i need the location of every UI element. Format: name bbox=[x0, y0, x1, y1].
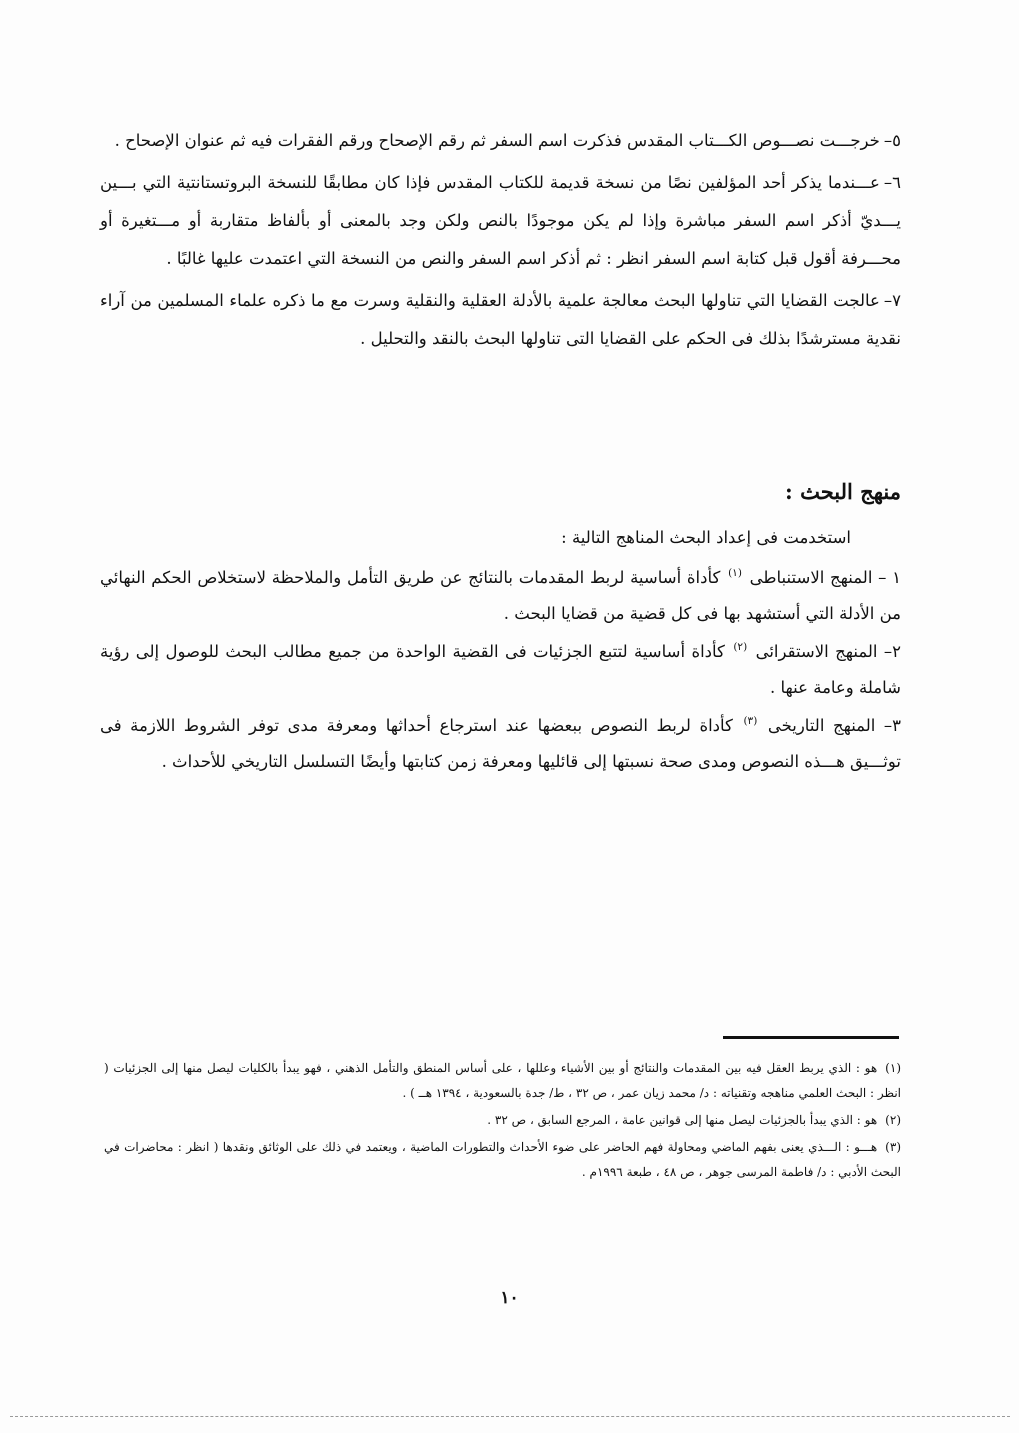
item-number: ٦– bbox=[883, 173, 901, 192]
method-name: المنهج التاريخى bbox=[767, 716, 876, 735]
item-number: ٥– bbox=[883, 131, 901, 150]
method-item bbox=[100, 708, 901, 780]
procedure-list bbox=[100, 122, 901, 362]
method-text: كأداة لربط النصوص ببعضها عند استرجاع أحداثها ومعرفة مدى توفر الشروط اللازمة فى توثـــيق هـــذه النصوص ومدى صحة نسبتها إلى قائليها ومعرفة زمن كتابتها وأيضًا التسلسل التاريخي للأحداث . bbox=[100, 716, 901, 771]
item-number: ٧– bbox=[883, 291, 901, 310]
intro-text: استخدمت فى إعداد البحث المناهج التالية : bbox=[561, 528, 851, 547]
footnote-number: (١) bbox=[885, 1061, 901, 1075]
method-number: ١ – bbox=[878, 568, 901, 587]
list-item bbox=[100, 164, 901, 278]
footnote-ref[interactable]: (٣) bbox=[743, 715, 758, 727]
list-item bbox=[100, 122, 901, 160]
footnotes-list bbox=[104, 1056, 901, 1187]
list-item bbox=[100, 282, 901, 358]
method-number: ٢– bbox=[883, 642, 902, 661]
section-heading: منهج البحث : bbox=[785, 479, 901, 504]
method-number: ٣– bbox=[883, 716, 901, 735]
footnote-text: هو : الذي يربط العقل فيه بين المقدمات والنتائج أو بين الأشياء وعللها ، على أساس المنطق والتأمل الذهني ، فهو يبدأ بالكليات ليصل منها إلى الجزئيات ( انظر : البحث العلمي مناهجه وتقنياته : د/ محمد زيان عمر ، ص ٣٢ ، ط/ جدة بالسعودية ، ١٣٩٤ هــ ) . bbox=[104, 1061, 901, 1100]
item-text: عـــندما يذكر أحد المؤلفين نصًا من نسخة قديمة للكتاب المقدس فإذا كان مطابقًا للنسخة البروتستانتية التي بـــين يـــديّ أذكر اسم السفر مباشرة وإذا لم يكن موجودًا بالنص ولكن وجد بالمعنى أو بألفاظ متقاربة أو مـــتغيرة أو محـــرفة أقول قبل كتابة اسم السفر انظر : ثم أذكر اسم السفر والنص من النسخة التي اعتمدت عليها غالبًا . bbox=[100, 173, 901, 268]
footnote bbox=[104, 1056, 901, 1106]
method-name: المنهج الاستنباطى bbox=[749, 568, 873, 587]
footnote-ref[interactable]: (٢) bbox=[733, 641, 748, 653]
method-item bbox=[100, 560, 901, 632]
footnote-ref[interactable]: (١) bbox=[728, 567, 742, 579]
footnote-text: هـــو : الـــذي يعنى بفهم الماضي ومحاولة فهم الحاضر على ضوء الأحداث والتطورات الماضية ، ويعتمد في ذلك على الوثائق ونقدها ( انظر : محاضرات في البحث الأدبي : د/ فاطمة المرسى جوهر ، ص ٤٨ ، طبعة ١٩٩٦م . bbox=[104, 1140, 901, 1179]
footnote-number: (٣) bbox=[885, 1140, 901, 1154]
methods-list bbox=[100, 560, 901, 782]
item-text: عالجت القضايا التي تناولها البحث معالجة علمية بالأدلة العقلية والنقلية وسرت مع ما ذكره علماء المسلمين من آراء نقدية مسترشدًا بذلك فى الحكم على القضايا التى تناولها البحث بالنقد والتحليل . bbox=[100, 291, 901, 348]
page-number: ١٠ bbox=[500, 1288, 519, 1308]
method-text: كأداة أساسية لتتبع الجزئيات فى القضية الواحدة من جميع مطالب البحث للوصول إلى رؤية شاملة وعامة عنها . bbox=[100, 642, 901, 697]
method-name: المنهج الاستقرائى bbox=[755, 642, 878, 661]
footnote-separator bbox=[723, 1036, 899, 1039]
scan-edge-line bbox=[10, 1416, 1010, 1417]
item-text: خرجـــت نصـــوص الكـــتاب المقدس فذكرت اسم السفر ثم رقم الإصحاح ورقم الفقرات فيه ثم عنوان الإصحاح . bbox=[114, 131, 880, 150]
method-text: كأداة أساسية لربط المقدمات بالنتائج عن طريق التأمل والملاحظة لاستخلاص الحكم النهائي من الأدلة التي أستشهد بها فى كل قضية من قضايا البحث . bbox=[100, 568, 901, 623]
footnote-text: هو : الذي يبدأ بالجزئيات ليصل منها إلى قوانين عامة ، المرجع السابق ، ص ٣٢ . bbox=[487, 1113, 878, 1127]
footnote bbox=[104, 1135, 901, 1185]
method-item bbox=[100, 634, 901, 706]
footnote bbox=[104, 1108, 901, 1133]
footnote-number: (٢) bbox=[885, 1113, 901, 1127]
